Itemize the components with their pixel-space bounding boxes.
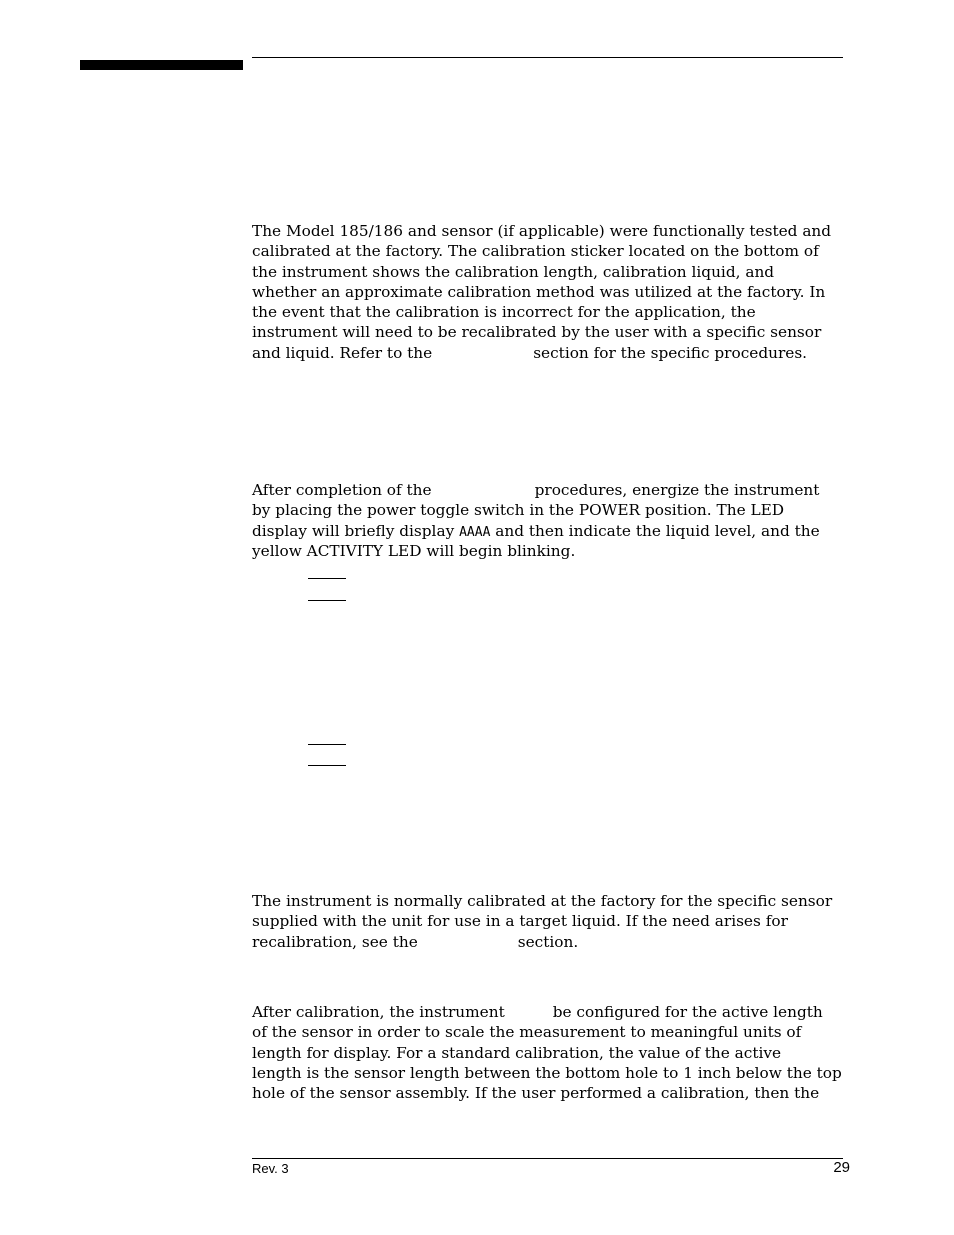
text-line bbox=[252, 1002, 852, 1022]
text-segment: and liquid. Refer to the bbox=[252, 343, 433, 362]
text-segment: recalibration, see the bbox=[252, 932, 418, 951]
footer-revision: Rev. 3 bbox=[252, 1161, 289, 1176]
header-rule bbox=[252, 57, 843, 58]
text-segment: section. bbox=[517, 932, 579, 951]
text-segment: After completion of the bbox=[252, 481, 432, 499]
text-line: whether an approximate calibration method was utilized at the factory. In bbox=[252, 282, 826, 301]
text-line: the event that the calibration is incorrect for the application, the bbox=[252, 303, 756, 322]
text-line bbox=[252, 480, 852, 500]
page-number: 29 bbox=[833, 1159, 850, 1176]
note-rule bbox=[308, 765, 346, 766]
text-line: hole of the sensor assembly. If the user performed a calibration, then the bbox=[252, 1084, 820, 1103]
text-segment: procedures, energize the instrument bbox=[534, 481, 820, 499]
text-line bbox=[252, 343, 852, 363]
text-line: The Model 185/186 and sensor (if applicable) were functionally tested and bbox=[252, 222, 832, 240]
text-segment: After calibration, the instrument bbox=[252, 1003, 505, 1021]
text-line: The instrument is normally calibrated at the factory for the specific sensor bbox=[252, 892, 833, 910]
paragraph-factory-calibration bbox=[252, 221, 852, 363]
text-line bbox=[252, 932, 852, 952]
text-segment: and then indicate the liquid level, and the bbox=[495, 521, 820, 540]
text-line: yellow ACTIVITY LED will begin blinking. bbox=[252, 541, 576, 560]
text-segment: be configured for the active length bbox=[552, 1003, 823, 1021]
text-line: supplied with the unit for use in a target liquid. If the need arises for bbox=[252, 912, 788, 931]
footer-rule bbox=[252, 1158, 843, 1159]
text-line: by placing the power toggle switch in the POWER position. The LED bbox=[252, 501, 785, 520]
note-rule bbox=[308, 744, 346, 745]
text-line: the instrument shows the calibration length, calibration liquid, and bbox=[252, 262, 775, 281]
text-line: calibrated at the factory. The calibration sticker located on the bottom of bbox=[252, 242, 819, 261]
note-rule bbox=[308, 578, 346, 579]
text-line: length for display. For a standard calibration, the value of the active bbox=[252, 1043, 782, 1062]
text-line: of the sensor in order to scale the measurement to meaningful units of bbox=[252, 1023, 802, 1042]
paragraph-recalibration bbox=[252, 891, 852, 952]
lcd-display-text: AAAA bbox=[459, 524, 491, 540]
paragraph-active-length bbox=[252, 1002, 852, 1103]
text-line: instrument will need to be recalibrated by the user with a specific sensor bbox=[252, 323, 822, 342]
paragraph-energize-instrument bbox=[252, 480, 852, 561]
text-segment: display will briefly display bbox=[252, 521, 455, 540]
text-line bbox=[252, 521, 852, 541]
note-rule bbox=[308, 600, 346, 601]
header-bar bbox=[80, 60, 243, 70]
text-segment: section for the specific procedures. bbox=[533, 343, 808, 362]
text-line: length is the sensor length between the bottom hole to 1 inch below the top bbox=[252, 1063, 842, 1082]
